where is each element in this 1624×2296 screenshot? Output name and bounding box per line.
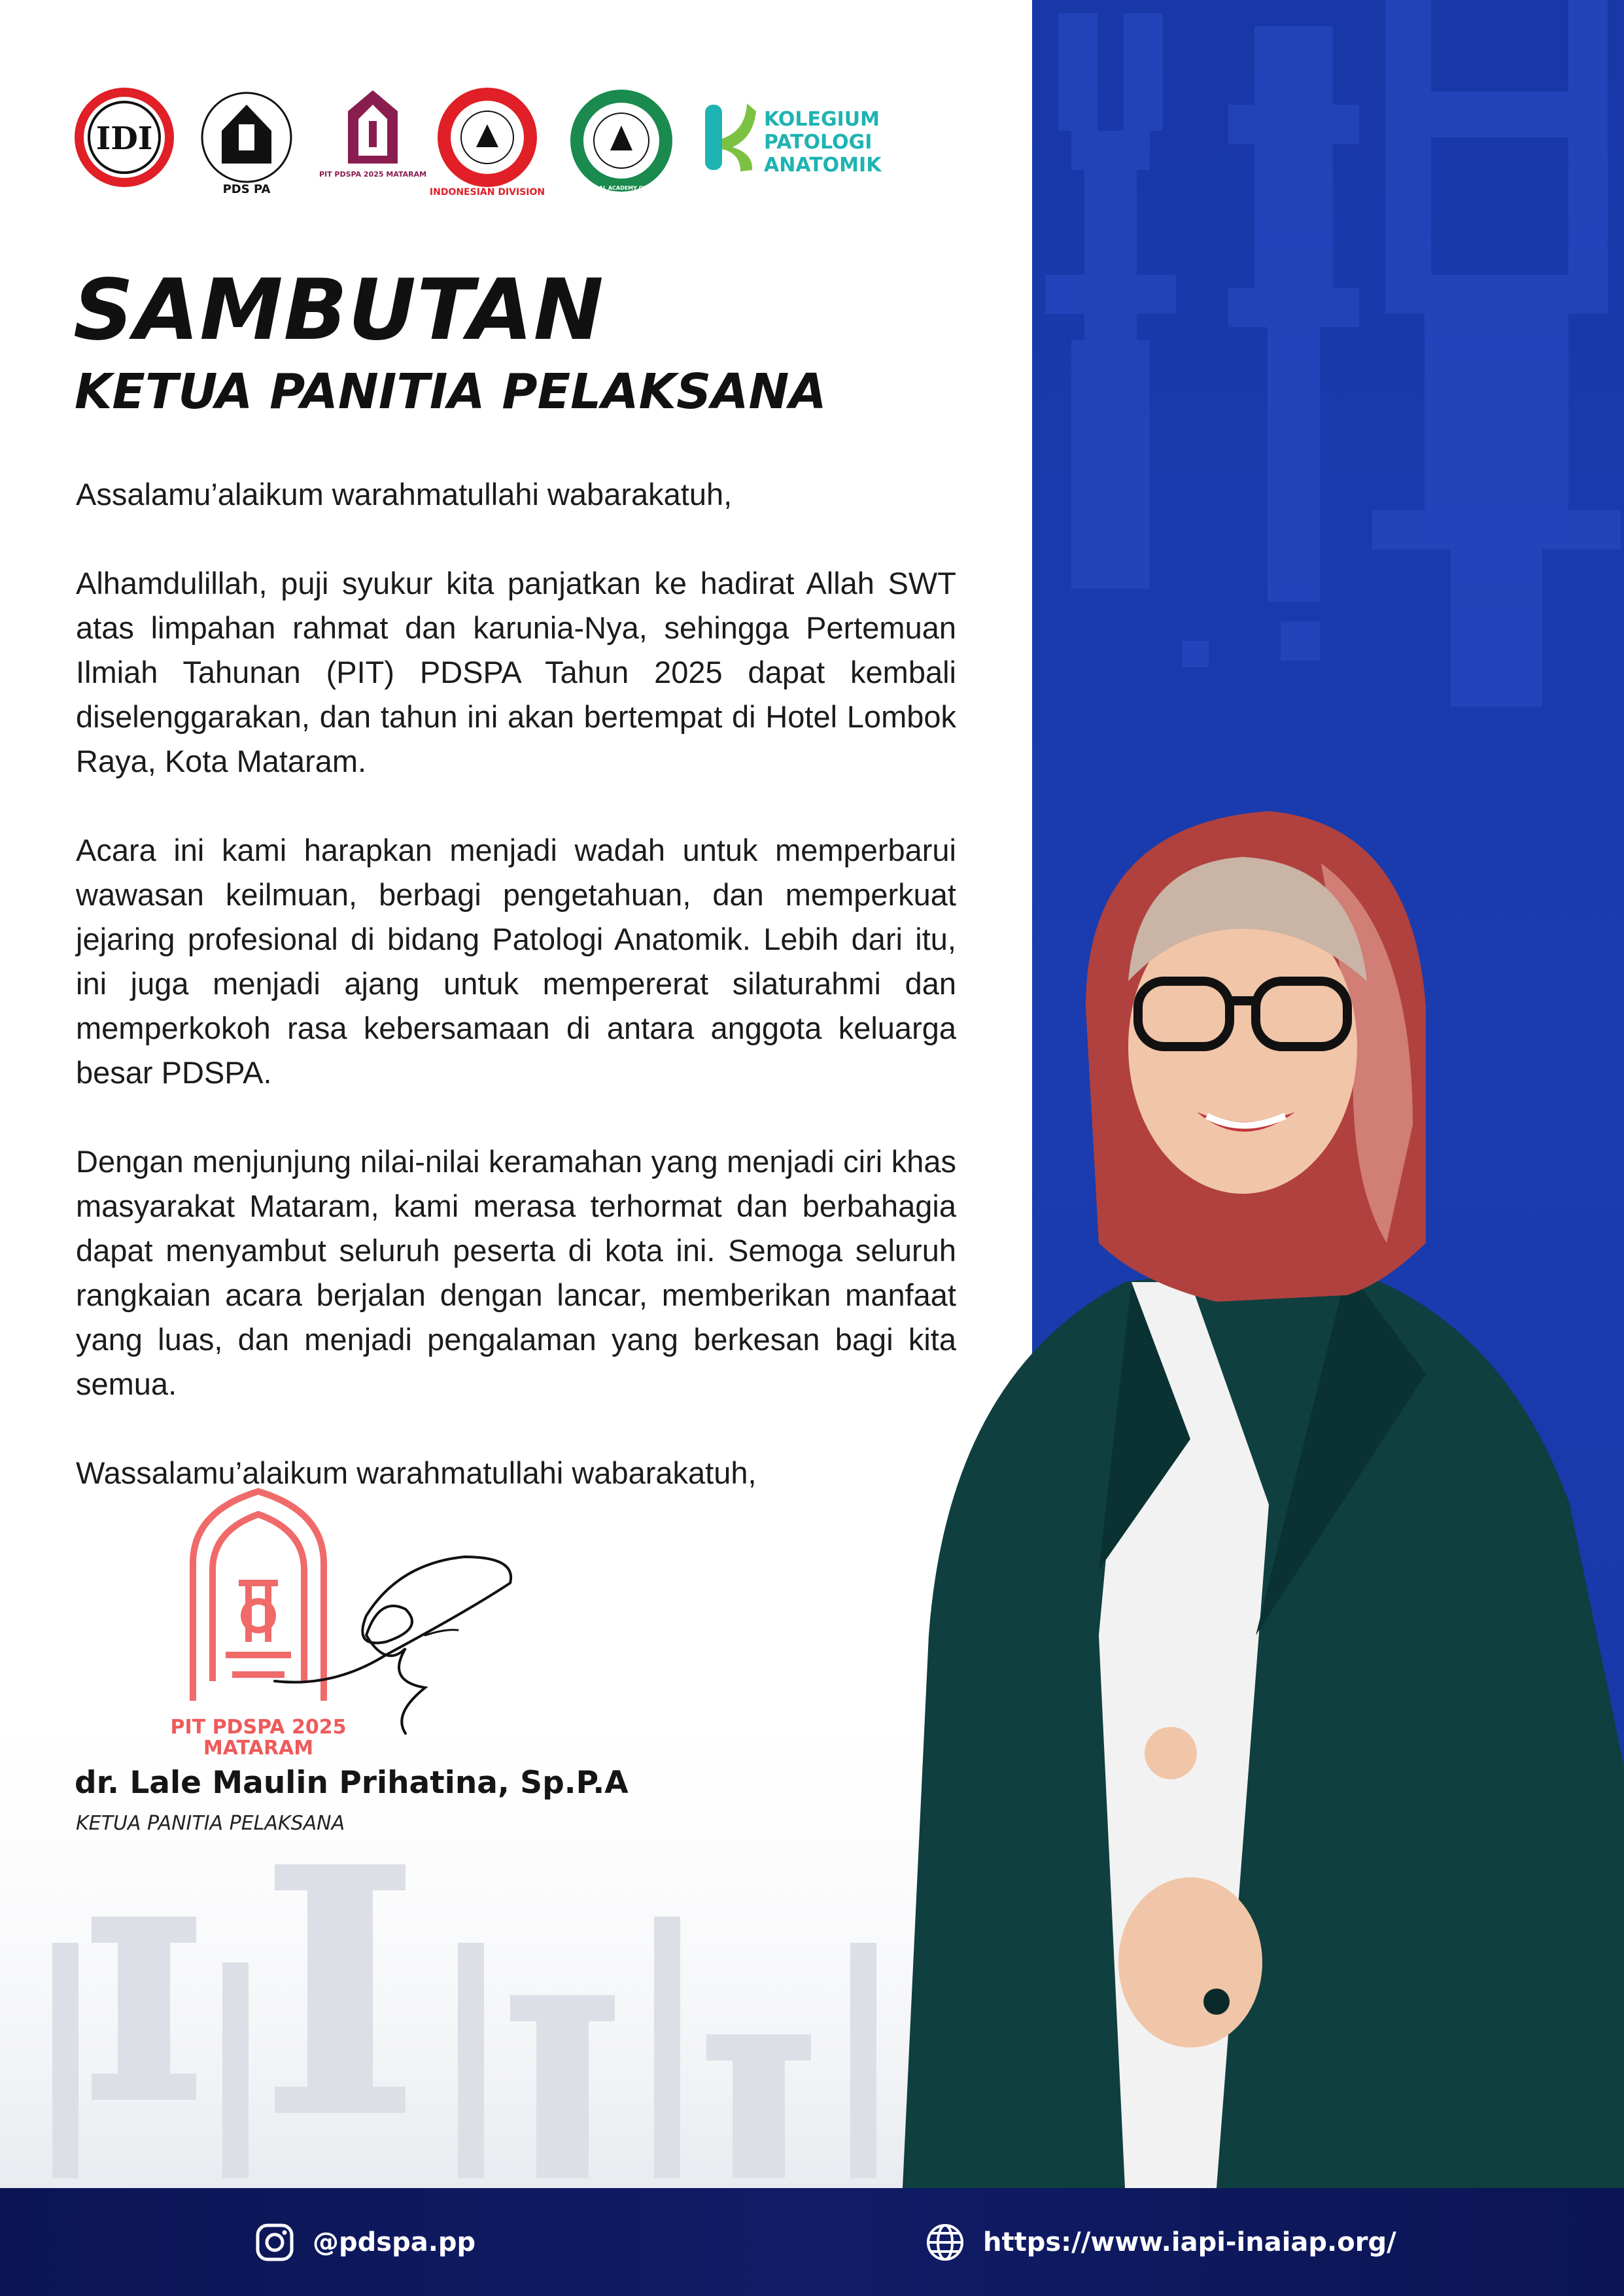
paragraph-3: Dengan menjunjung nilai-nilai keramahan yang menjadi ciri khas masyarakat Mataram, kami merasa terhormat dan berbahagia dapat menyambut seluruh peserta di kota ini. Semoga seluruh rangkaian acara berjalan dengan lancar, memberikan manfaat yang luas, dan menjadi pengalaman yang berkesan bagi kita semua. [76, 1144, 956, 1401]
instagram-handle: @pdspa.pp [313, 2227, 476, 2257]
website-url: https://www.iapi-inaiap.org/ [983, 2227, 1396, 2257]
paragraph-2: Acara ini kami harapkan menjadi wadah untuk memperbarui wawasan keilmuan, berbagi pengetahuan, dan memperkuat jejaring profesional di bidang Patologi Anatomik. Lebih dari itu, ini juga menjadi ajang untuk mempererat silaturahmi dan memperkokoh rasa kebersamaan di antara anggota keluarga besar PDSPA. [76, 833, 956, 1090]
pit-logo-text: PIT PDSPA 2025 MATARAM [319, 170, 427, 179]
stamp-line-1: PIT PDSPA 2025 [170, 1716, 347, 1739]
closing-greeting: Wassalamu’alaikum warahmatullahi wabarakatuh, [76, 1455, 757, 1490]
stamp-line-2: MATARAM [203, 1737, 314, 1760]
handwritten-signature [255, 1544, 530, 1740]
globe-icon [925, 2223, 965, 2262]
iap-logo-text: INTERNATIONAL ACADEMY OF PATHOLOGY [559, 185, 684, 191]
pdspa-logo [199, 85, 294, 196]
pit-pdspa-logo [319, 85, 427, 196]
speech-body [76, 472, 956, 1540]
kolegium-line-2: PATOLOGI [764, 131, 872, 154]
pdspa-logo-text: PDS PA [222, 183, 271, 196]
partner-logos [72, 85, 922, 196]
instagram-link[interactable] [255, 2188, 475, 2296]
iap-indonesian-division-logo [429, 85, 545, 198]
footer-bar [0, 2188, 1624, 2296]
website-link[interactable] [925, 2188, 1396, 2296]
iap-logo [559, 85, 684, 196]
kolegium-logo [700, 85, 883, 196]
paragraph-1: Alhamdulillah, puji syukur kita panjatkan ke hadirat Allah SWT atas limpahan rahmat dan karunia-Nya, sehingga Pertemuan Ilmiah Tahunan (PIT) PDSPA Tahun 2025 dapat kembali diselenggarakan, dan tahun ini akan bertempat di Hotel Lombok Raya, Kota Mataram. [76, 566, 956, 778]
idi-logo-text: IDI [95, 120, 153, 157]
page-subtitle: KETUA PANITIA PELAKSANA [75, 364, 827, 420]
instagram-icon [255, 2223, 294, 2262]
page-title: SAMBUTAN [73, 262, 604, 359]
signer-role: KETUA PANITIA PELAKSANA [76, 1812, 345, 1835]
kolegium-line-1: KOLEGIUM [764, 108, 880, 131]
greeting: Assalamu’alaikum warahmatullahi wabarakatuh, [76, 477, 733, 512]
chairperson-photo [850, 785, 1624, 2188]
iap-division-text: INDONESIAN DIVISION [429, 187, 545, 198]
signer-name: dr. Lale Maulin Prihatina, Sp.P.A [75, 1765, 629, 1801]
idi-logo [72, 85, 177, 190]
kolegium-line-3: ANATOMIK [764, 154, 882, 177]
